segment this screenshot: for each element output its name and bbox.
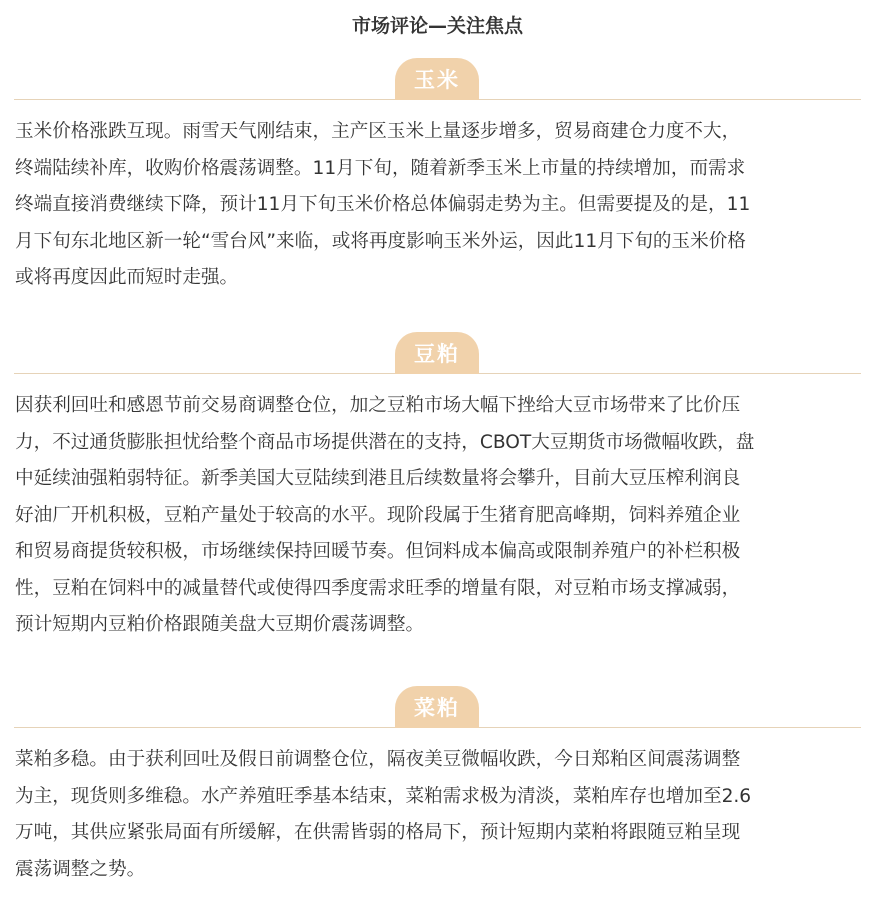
paragraph-line: 万吨，其供应紧张局面有所缓解，在供需皆弱的格局下，预计短期内菜粕将跟随豆粕呈现 xyxy=(15,822,741,843)
paragraph-line: 终端陆续补库，收购价格震荡调整。11月下旬，随着新季玉米上市量的持续增加，而需求 xyxy=(15,157,746,179)
paragraph-line: 终端直接消费继续下降，预计11月下旬玉米价格总体偏弱走势为主。但需要提及的是，11 xyxy=(15,194,751,215)
paragraph-line: 月下旬东北地区新一轮“雪台风”来临，或将再度影响玉米外运，因此11月下旬的玉米价格 xyxy=(15,230,746,252)
paragraph-line: 好油厂开机积极，豆粕产量处于较高的水平。现阶段属于生猪育肥高峰期，饲料养殖企业 xyxy=(15,504,741,526)
section-body-corn xyxy=(15,114,867,297)
section-header-rapemeal xyxy=(14,684,861,728)
section-tab-rapemeal: 菜粕 xyxy=(395,686,479,728)
paragraph-line: 性，豆粕在饲料中的减量替代或使得四季度需求旺季的增量有限，对豆粕市场支撑减弱， xyxy=(15,577,741,599)
section-body-rapemeal xyxy=(15,742,867,888)
section-header-corn xyxy=(14,56,861,100)
section-tab-soymeal: 豆粕 xyxy=(395,332,479,374)
section-header-soymeal xyxy=(14,330,861,374)
paragraph-line: 因获利回吐和感恩节前交易商调整仓位，加之豆粕市场大幅下挫给大豆市场带来了比价压 xyxy=(15,395,741,416)
paragraph-line: 菜粕多稳。由于获利回吐及假日前调整仓位，隔夜美豆微幅收跌，今日郑粕区间震荡调整 xyxy=(15,749,741,770)
paragraph-line: 或将再度因此而短时走强。 xyxy=(15,267,239,288)
paragraph-line: 为主，现货则多维稳。水产养殖旺季基本结束，菜粕需求极为清淡，菜粕库存也增加至2.6 xyxy=(15,785,752,807)
paragraph-line: 预计短期内豆粕价格跟随美盘大豆期价震荡调整。 xyxy=(15,614,425,635)
page-title: 市场评论—关注焦点 xyxy=(351,15,523,37)
paragraph-line: 中延续油强粕弱特征。新季美国大豆陆续到港且后续数量将会攀升，目前大豆压榨利润良 xyxy=(15,468,741,489)
section-body-soymeal xyxy=(15,388,867,644)
paragraph-line: 和贸易商提货较积极，市场继续保持回暖节奏。但饲料成本偏高或限制养殖户的补栏积极 xyxy=(15,541,741,562)
paragraph-line: 玉米价格涨跌互现。雨雪天气刚结束，主产区玉米上量逐步增多，贸易商建仓力度不大， xyxy=(15,121,741,142)
section-tab-corn: 玉米 xyxy=(395,58,479,100)
paragraph-line: 震荡调整之势。 xyxy=(15,858,146,880)
paragraph-line: 力，不过通货膨胀担忧给整个商品市场提供潜在的支持，CBOT大豆期货市场微幅收跌，盘 xyxy=(15,431,755,453)
